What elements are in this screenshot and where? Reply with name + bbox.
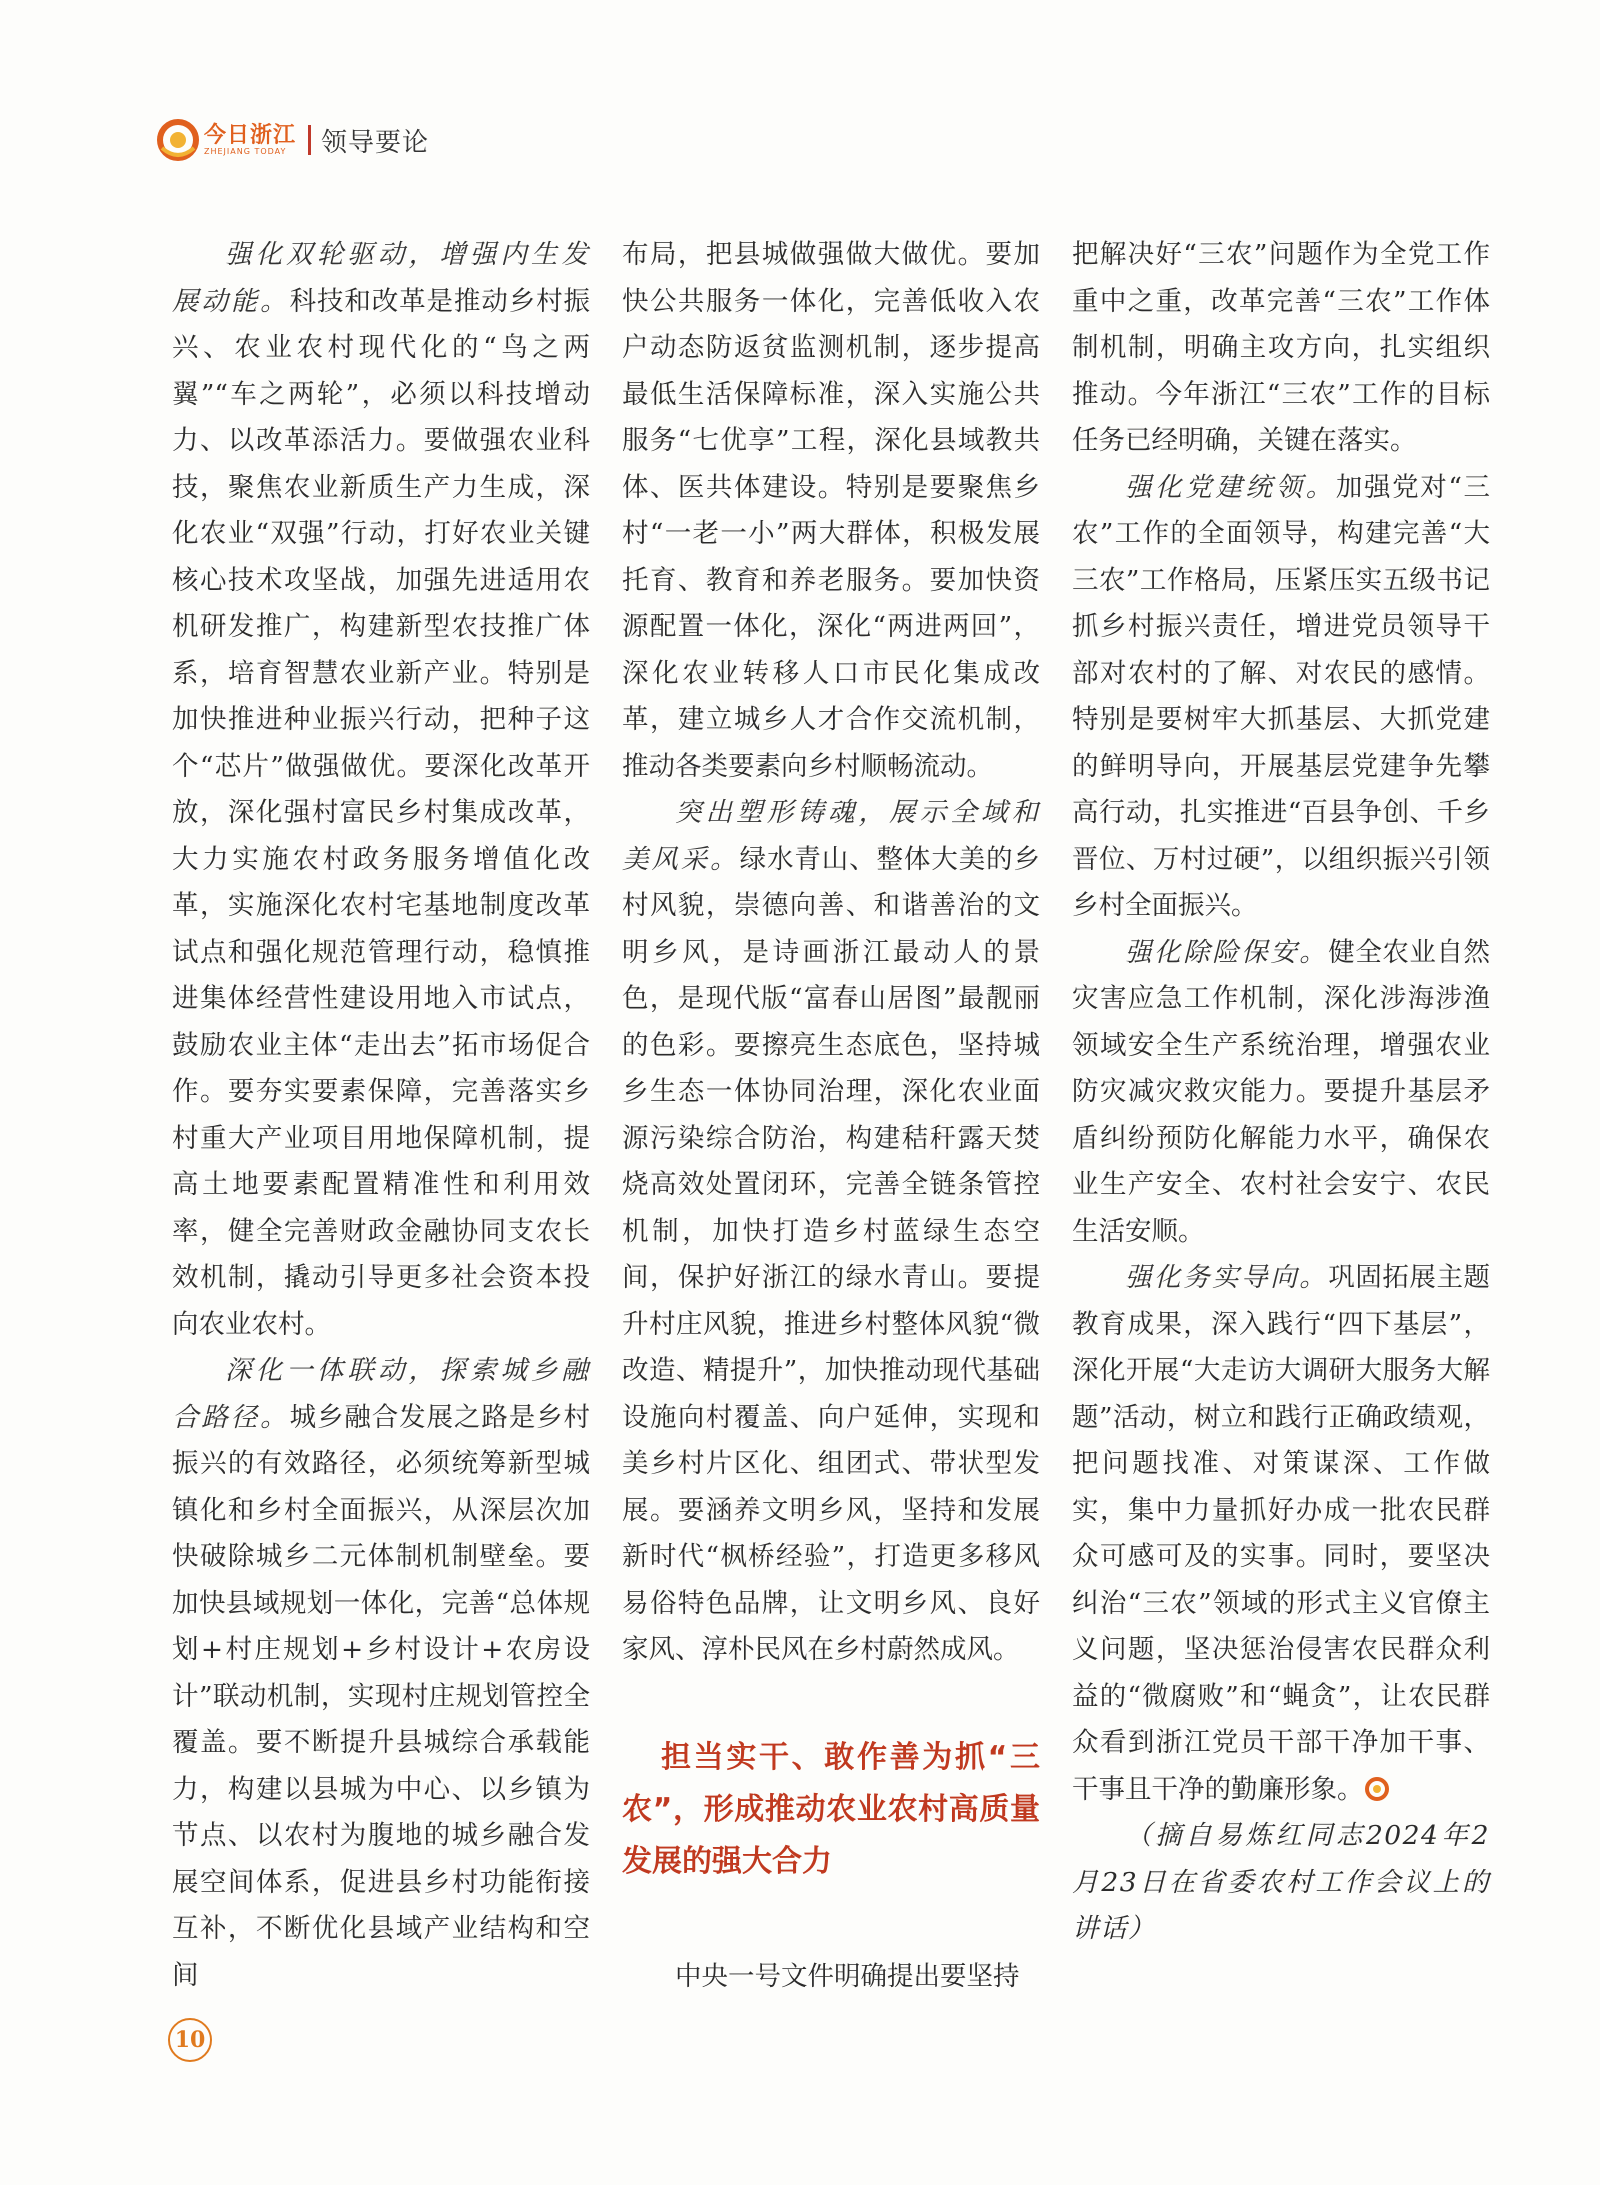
- header-divider: [308, 125, 311, 155]
- paragraph-body: 科技和改革是推动乡村振兴、农业农村现代化的“鸟之两翼”“车之两轮”，必须以科技增动力、以改革添活力。要做强农业科技，聚焦农业新质生产力生成，深化农业“双强”行动，打好农业关键核心技术攻坚战，加强先进适用农机研发推广，构建新型农技推广体系，培育智慧农业新产业。特别是加快推进种业振兴行动，把种子这个“芯片”做强做优。要深化改革开放，深化强村富民乡村集成改革，大力实施农村政务服务增值化改革，实施深化农村宅基地制度改革试点和强化规范管理行动，稳慎推进集体经营性建设用地入市试点，鼓励农业主体“走出去”拓市场促合作。要夯实要素保障，完善落实乡村重大产业项目用地保障机制，提高土地要素配置精准性和利用效率，健全完善财政金融协同支农长效机制，撬动引导更多社会资本投向农业农村。: [172, 285, 591, 1340]
- paragraph-continued: [622, 232, 1040, 790]
- paragraph-body: 健全农业自然灾害应急工作机制，深化涉海涉渔领域安全生产系统治理，增强农业防灾减灾救灾能力。要提升基层矛盾纠纷预防化解能力水平，确保农业生产安全、农村社会安宁、农民生活安顺。: [1072, 936, 1491, 1247]
- paragraph-continued: [1072, 232, 1490, 465]
- paragraph: [1072, 1255, 1490, 1813]
- page-header: [156, 116, 429, 164]
- text-column-3: [1072, 232, 1490, 1953]
- paragraph-body: 城乡融合发展之路是乡村振兴的有效路径，必须统筹新型城镇化和乡村全面振兴，从深层次加快破除城乡二元体制机制壁垒。要加快县域规划一体化，完善“总体规划+村庄规划+乡村设计+农房设计”联动机制，实现村庄规划管控全覆盖。要不断提升县城综合承载能力，构建以县城为中心、以乡镇为节点、以农村为腹地的城乡融合发展空间体系，促进县乡村功能衔接互补，不断优化县域产业结构和空间: [172, 1401, 591, 1991]
- paragraph-lead: 强化双轮驱动，增强内生发展动能。: [172, 239, 590, 317]
- paragraph-lead: 突出塑形铸魂，展示全域和美风采。: [622, 797, 1040, 875]
- paragraph-body: 中央一号文件明确提出要坚持: [675, 1960, 1020, 1992]
- paragraph-lead: 深化一体联动，探索城乡融合路径。: [172, 1355, 590, 1433]
- text-column-2: [622, 232, 1040, 2000]
- paragraph: [1072, 465, 1490, 930]
- paragraph: [172, 1348, 590, 1999]
- paragraph-lead: 强化党建统领。: [1125, 471, 1336, 503]
- paragraph-body: 把解决好“三农”问题作为全党工作重中之重，改革完善“三农”工作体制机制，明确主攻方向，扎实组织推动。今年浙江“三农”工作的目标任务已经明确，关键在落实。: [1072, 239, 1490, 456]
- paragraph: [622, 790, 1040, 1674]
- magazine-logo: [156, 118, 296, 162]
- paragraph-body: 加强党对“三农”工作的全面领导，构建完善“大三农”工作格局，压紧压实五级书记抓乡村振兴责任，增进党员领导干部对农村的了解、对农民的感情。特别是要树牢大抓基层、大抓党建的鲜明导向，开展基层党建争先攀高行动，扎实推进“百县争创、千乡晋位、万村过硬”，以组织振兴引领乡村全面振兴。: [1072, 471, 1490, 921]
- paragraph-body: 绿水青山、整体大美的乡村风貌，崇德向善、和谐善治的文明乡风，是诗画浙江最动人的景色，是现代版“富春山居图”最靓丽的色彩。要擦亮生态底色，坚持城乡生态一体协同治理，深化农业面源污染综合防治，构建秸秆露天焚烧高效处置闭环，完善全链条管控机制，加快打造乡村蓝绿生态空间，保护好浙江的绿水青山。要提升村庄风貌，推进乡村整体风貌“微改造、精提升”，加快推动现代基础设施向村覆盖、向户延伸，实现和美乡村片区化、组团式、带状型发展。要涵养文明乡风，坚持和发展新时代“枫桥经验”，打造更多移风易俗特色品牌，让文明乡风、良好家风、淳朴民风在乡村蔚然成风。: [622, 843, 1041, 1665]
- section-title: 领导要论: [321, 127, 430, 158]
- logo-swirl-icon: [156, 118, 200, 162]
- source-note: （摘自易炼红同志2024年2月23日在省委农村工作会议上的讲话）: [1072, 1820, 1490, 1944]
- page-number: 10: [168, 2018, 212, 2062]
- paragraph: [622, 1954, 1040, 2001]
- logo-text-cn: 今日浙江: [204, 122, 297, 148]
- paragraph-lead: 强化除险保安。: [1125, 936, 1329, 968]
- paragraph-body: 巩固拓展主题教育成果，深入践行“四下基层”，深化开展“大走访大调研大服务大解题”活动，树立和践行正确政绩观，把问题找准、对策谋深、工作做实，集中力量抓好办成一批农民群众可感可及的实事。同时，要坚决纠治“三农”领域的形式主义官僚主义问题，坚决惩治侵害农民群众利益的“微腐败”和“蝇贪”，让农民群众看到浙江党员干部干净加干事、干事且干净的勤廉形象。: [1072, 1262, 1491, 1805]
- section-subheading: 担当实干、敢作善为抓“三农”，形成推动农业农村高质量发展的强大合力: [622, 1739, 1040, 1879]
- paragraph: [1072, 930, 1490, 1256]
- logo-text-en: ZHEJIANG TODAY: [204, 147, 287, 156]
- paragraph-body: 布局，把县城做强做大做优。要加快公共服务一体化，完善低收入农户动态防返贫监测机制，逐步提高最低生活保障标准，深入实施公共服务“七优享”工程，深化县域教共体、医共体建设。特别是要聚焦乡村“一老一小”两大群体，积极发展托育、教育和养老服务。要加快资源配置一体化，深化“两进两回”，深化农业转移人口市民化集成改革，建立城乡人才合作交流机制，推动各类要素向乡村顺畅流动。: [622, 239, 1040, 782]
- text-column-1: [172, 232, 590, 1999]
- paragraph: [172, 232, 590, 1348]
- paragraph-lead: 强化务实导向。: [1125, 1262, 1329, 1293]
- article-end-icon: [1364, 1776, 1390, 1802]
